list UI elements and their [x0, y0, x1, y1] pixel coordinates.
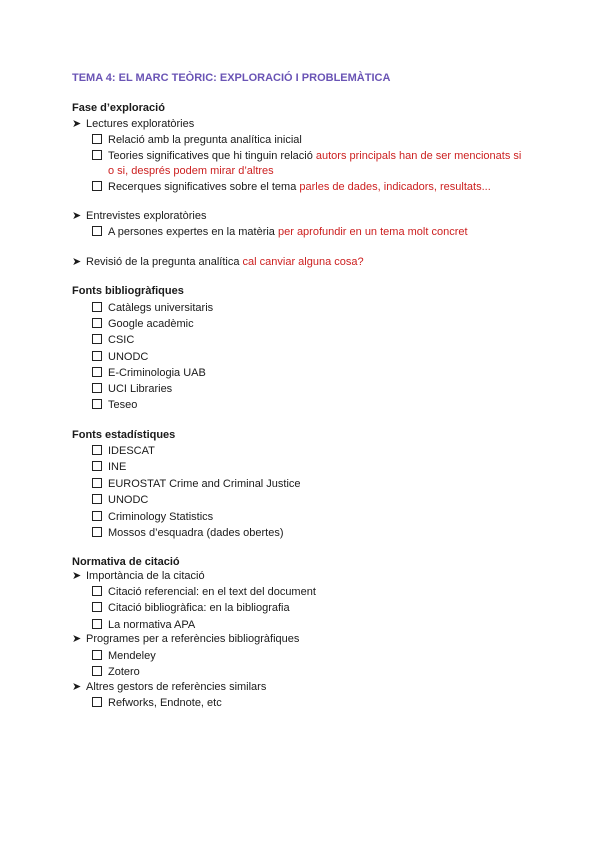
item-text: Relació amb la pregunta analítica inicial	[108, 134, 302, 146]
checkbox-icon[interactable]	[92, 367, 102, 377]
checkbox-icon[interactable]	[92, 650, 102, 660]
checkbox-icon[interactable]	[92, 478, 102, 488]
bullet-importancia	[72, 569, 205, 583]
checklist-item[interactable]	[92, 493, 148, 507]
arrow-icon: ➤	[72, 256, 82, 268]
checklist-item[interactable]	[92, 149, 521, 163]
checklist-item[interactable]	[92, 460, 126, 474]
bullet-label: Programes per a referències bibliogràfiques	[86, 633, 300, 645]
checkbox-icon[interactable]	[92, 181, 102, 191]
item-text: Zotero	[108, 666, 140, 678]
item-text: Citació referencial: en el text del document	[108, 586, 316, 598]
checklist-item[interactable]	[92, 225, 468, 239]
checklist-item[interactable]	[92, 477, 301, 491]
checklist-item[interactable]	[92, 133, 302, 147]
item-text: Google acadèmic	[108, 318, 194, 331]
checkbox-icon[interactable]	[92, 586, 102, 596]
bullet-lectures	[72, 117, 194, 131]
checklist-item[interactable]	[92, 696, 222, 710]
bullet-label: Lectures exploratòries	[86, 118, 195, 130]
item-text: Recerques significatives sobre el tema	[108, 181, 300, 193]
checklist-item[interactable]	[92, 317, 194, 331]
checkbox-icon[interactable]	[92, 602, 102, 612]
checkbox-icon[interactable]	[92, 461, 102, 471]
bullet-programes	[72, 632, 299, 646]
item-text: UNODC	[108, 350, 149, 363]
item-text: Teseo	[108, 399, 138, 412]
heading-fase-exploracio: Fase d’exploració	[72, 102, 165, 114]
item-text: UNODC	[108, 494, 149, 507]
item-text: INE	[108, 461, 127, 474]
bullet-revisio	[72, 255, 364, 269]
checkbox-icon[interactable]	[92, 351, 102, 361]
checkbox-icon[interactable]	[92, 134, 102, 144]
arrow-icon: ➤	[72, 118, 82, 130]
heading-fonts-bibliografiques: Fonts bibliogràfiques	[72, 285, 184, 297]
checklist-item[interactable]	[92, 382, 172, 396]
checkbox-icon[interactable]	[92, 666, 102, 676]
item-text: La normativa APA	[108, 618, 196, 631]
checkbox-icon[interactable]	[92, 318, 102, 328]
item-text: CSIC	[108, 334, 135, 347]
checkbox-icon[interactable]	[92, 619, 102, 629]
arrow-icon: ➤	[72, 210, 82, 222]
item-text: Catàlegs universitaris	[108, 302, 214, 314]
checkbox-icon[interactable]	[92, 226, 102, 236]
checklist-item[interactable]	[92, 333, 134, 347]
item-text: Teories significatives que hi tinguin relació	[108, 150, 316, 162]
checklist-item[interactable]	[92, 444, 155, 458]
checklist-item[interactable]	[92, 649, 156, 663]
item-note: per aprofundir en un tema molt concret	[277, 226, 468, 238]
bullet-note: cal canviar alguna cosa?	[242, 256, 364, 268]
item-text: EUROSTAT Crime and Criminal Justice	[108, 477, 301, 490]
item-note-continuation: o si, després podem mirar d’altres	[108, 165, 274, 177]
checkbox-icon[interactable]	[92, 445, 102, 455]
checkbox-icon[interactable]	[92, 399, 102, 409]
bullet-altres	[72, 680, 266, 694]
item-text: Criminology Statistics	[108, 510, 214, 523]
bullet-entrevistes	[72, 209, 206, 223]
checklist-item[interactable]	[92, 585, 316, 599]
arrow-icon: ➤	[72, 681, 82, 693]
page-title: TEMA 4: EL MARC TEÒRIC: EXPLORACIÓ I PROBLEMÀTICA	[72, 72, 391, 84]
item-note: parles de dades, indicadors, resultats...	[299, 181, 491, 193]
item-text: A persones expertes en la matèria	[108, 226, 278, 238]
checklist-item[interactable]	[92, 526, 283, 540]
heading-fonts-estadistiques: Fonts estadístiques	[72, 429, 176, 441]
checklist-item[interactable]	[92, 601, 290, 615]
item-text: UCI Libraries	[108, 383, 173, 395]
checkbox-icon[interactable]	[92, 511, 102, 521]
heading-normativa-citacio: Normativa de citació	[72, 556, 180, 568]
checkbox-icon[interactable]	[92, 527, 102, 537]
arrow-icon: ➤	[72, 633, 82, 645]
checklist-item[interactable]	[92, 350, 148, 364]
bullet-label: Importància de la citació	[86, 570, 205, 582]
item-text: Mendeley	[108, 650, 156, 662]
checklist-item[interactable]	[92, 510, 213, 524]
checkbox-icon[interactable]	[92, 383, 102, 393]
checkbox-icon[interactable]	[92, 334, 102, 344]
bullet-label: Entrevistes exploratòries	[86, 210, 207, 222]
checkbox-icon[interactable]	[92, 150, 102, 160]
item-text: Citació bibliogràfica: en la bibliografia	[108, 602, 290, 615]
checkbox-icon[interactable]	[92, 494, 102, 504]
item-text: Refworks, Endnote, etc	[108, 697, 222, 709]
checklist-item[interactable]	[92, 618, 195, 632]
checklist-item[interactable]	[92, 180, 491, 194]
checklist-item[interactable]	[92, 398, 137, 412]
checkbox-icon[interactable]	[92, 697, 102, 707]
item-text: E-Criminologia UAB	[108, 366, 206, 379]
arrow-icon: ➤	[72, 570, 82, 582]
checkbox-icon[interactable]	[92, 302, 102, 312]
item-text: IDESCAT	[108, 445, 155, 457]
checklist-item[interactable]	[92, 366, 206, 380]
bullet-label: Altres gestors de referències similars	[86, 681, 267, 693]
bullet-label: Revisió de la pregunta analítica	[86, 256, 243, 268]
item-note: autors principals han de ser mencionats si	[315, 150, 522, 162]
checklist-item[interactable]	[92, 301, 213, 315]
checklist-item[interactable]	[92, 665, 140, 679]
item-text: Mossos d’esquadra (dades obertes)	[108, 527, 284, 539]
